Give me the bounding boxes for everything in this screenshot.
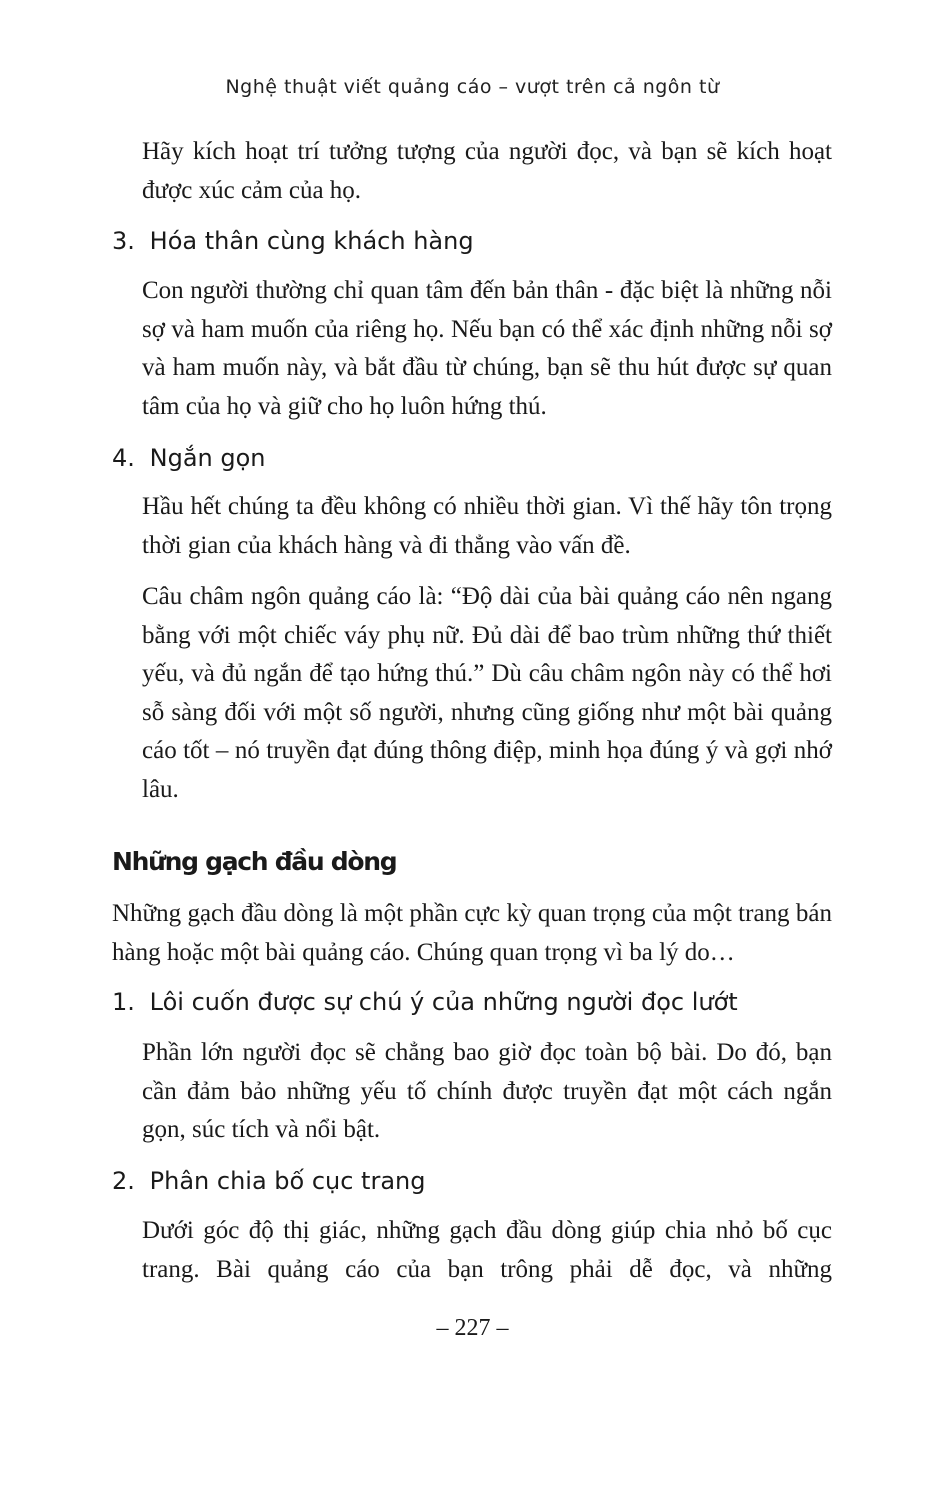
list-number: 1.	[112, 988, 135, 1016]
paragraph-maxim: Câu châm ngôn quảng cáo là: “Độ dài của bài quảng cáo nên ngang bằng với một chiếc váy phụ nữ. Đủ dài để bao trùm những thứ thiết yếu, và đủ ngắn để tạo hứng thú.” Dù câu châm ngôn này có thể hơi sỗ sàng đối với một số người, nhưng cũng giống như một bài quảng cáo tốt – nó truyền đạt đúng thông điệp, minh họa đúng ý và gợi nhớ lâu.	[142, 583, 832, 803]
list-number: 3.	[112, 227, 135, 255]
list-item-title: Phân chia bố cục trang	[149, 1167, 426, 1195]
list-item-title: Ngắn gọn	[149, 444, 266, 472]
paragraph-bullets-intro: Những gạch đầu dòng là một phần cực kỳ quan trọng của một trang bán hàng hoặc một bài quảng cáo. Chúng quan trọng vì ba lý do…	[112, 900, 832, 966]
list-number: 2.	[112, 1167, 135, 1195]
page-number: – 227 –	[436, 1315, 509, 1341]
list-item-2	[112, 1166, 426, 1196]
section-heading: Những gạch đầu dòng	[112, 847, 397, 876]
paragraph-imagination: Hãy kích hoạt trí tưởng tượng của người đọc, và bạn sẽ kích hoạt được xúc cảm của họ.	[142, 138, 832, 204]
list-number: 4.	[112, 444, 135, 472]
list-item-3	[112, 226, 474, 256]
list-item-4	[112, 443, 266, 473]
list-item-title: Hóa thân cùng khách hàng	[149, 227, 474, 255]
running-header: Nghệ thuật viết quảng cáo – vượt trên cả ngôn từ	[225, 76, 720, 98]
list-item-title: Lôi cuốn được sự chú ý của những người đọc lướt	[149, 988, 738, 1016]
paragraph-layout: Dưới góc độ thị giác, những gạch đầu dòng giúp chia nhỏ bố cục trang. Bài quảng cáo của bạn trông phải dễ đọc, và những	[142, 1217, 832, 1283]
paragraph-time: Hầu hết chúng ta đều không có nhiều thời gian. Vì thế hãy tôn trọng thời gian của khách hàng và đi thẳng vào vấn đề.	[142, 493, 832, 559]
paragraph-customer: Con người thường chỉ quan tâm đến bản thân - đặc biệt là những nỗi sợ và ham muốn của riêng họ. Nếu bạn có thể xác định những nỗi sợ và ham muốn này, và bắt đầu từ chúng, bạn sẽ thu hút được sự quan tâm của họ và giữ cho họ luôn hứng thú.	[142, 277, 832, 420]
list-item-1	[112, 987, 738, 1017]
paragraph-skimmers: Phần lớn người đọc sẽ chẳng bao giờ đọc toàn bộ bài. Do đó, bạn cần đảm bảo những yếu tố chính được truyền đạt một cách ngắn gọn, súc tích và nổi bật.	[142, 1039, 832, 1143]
